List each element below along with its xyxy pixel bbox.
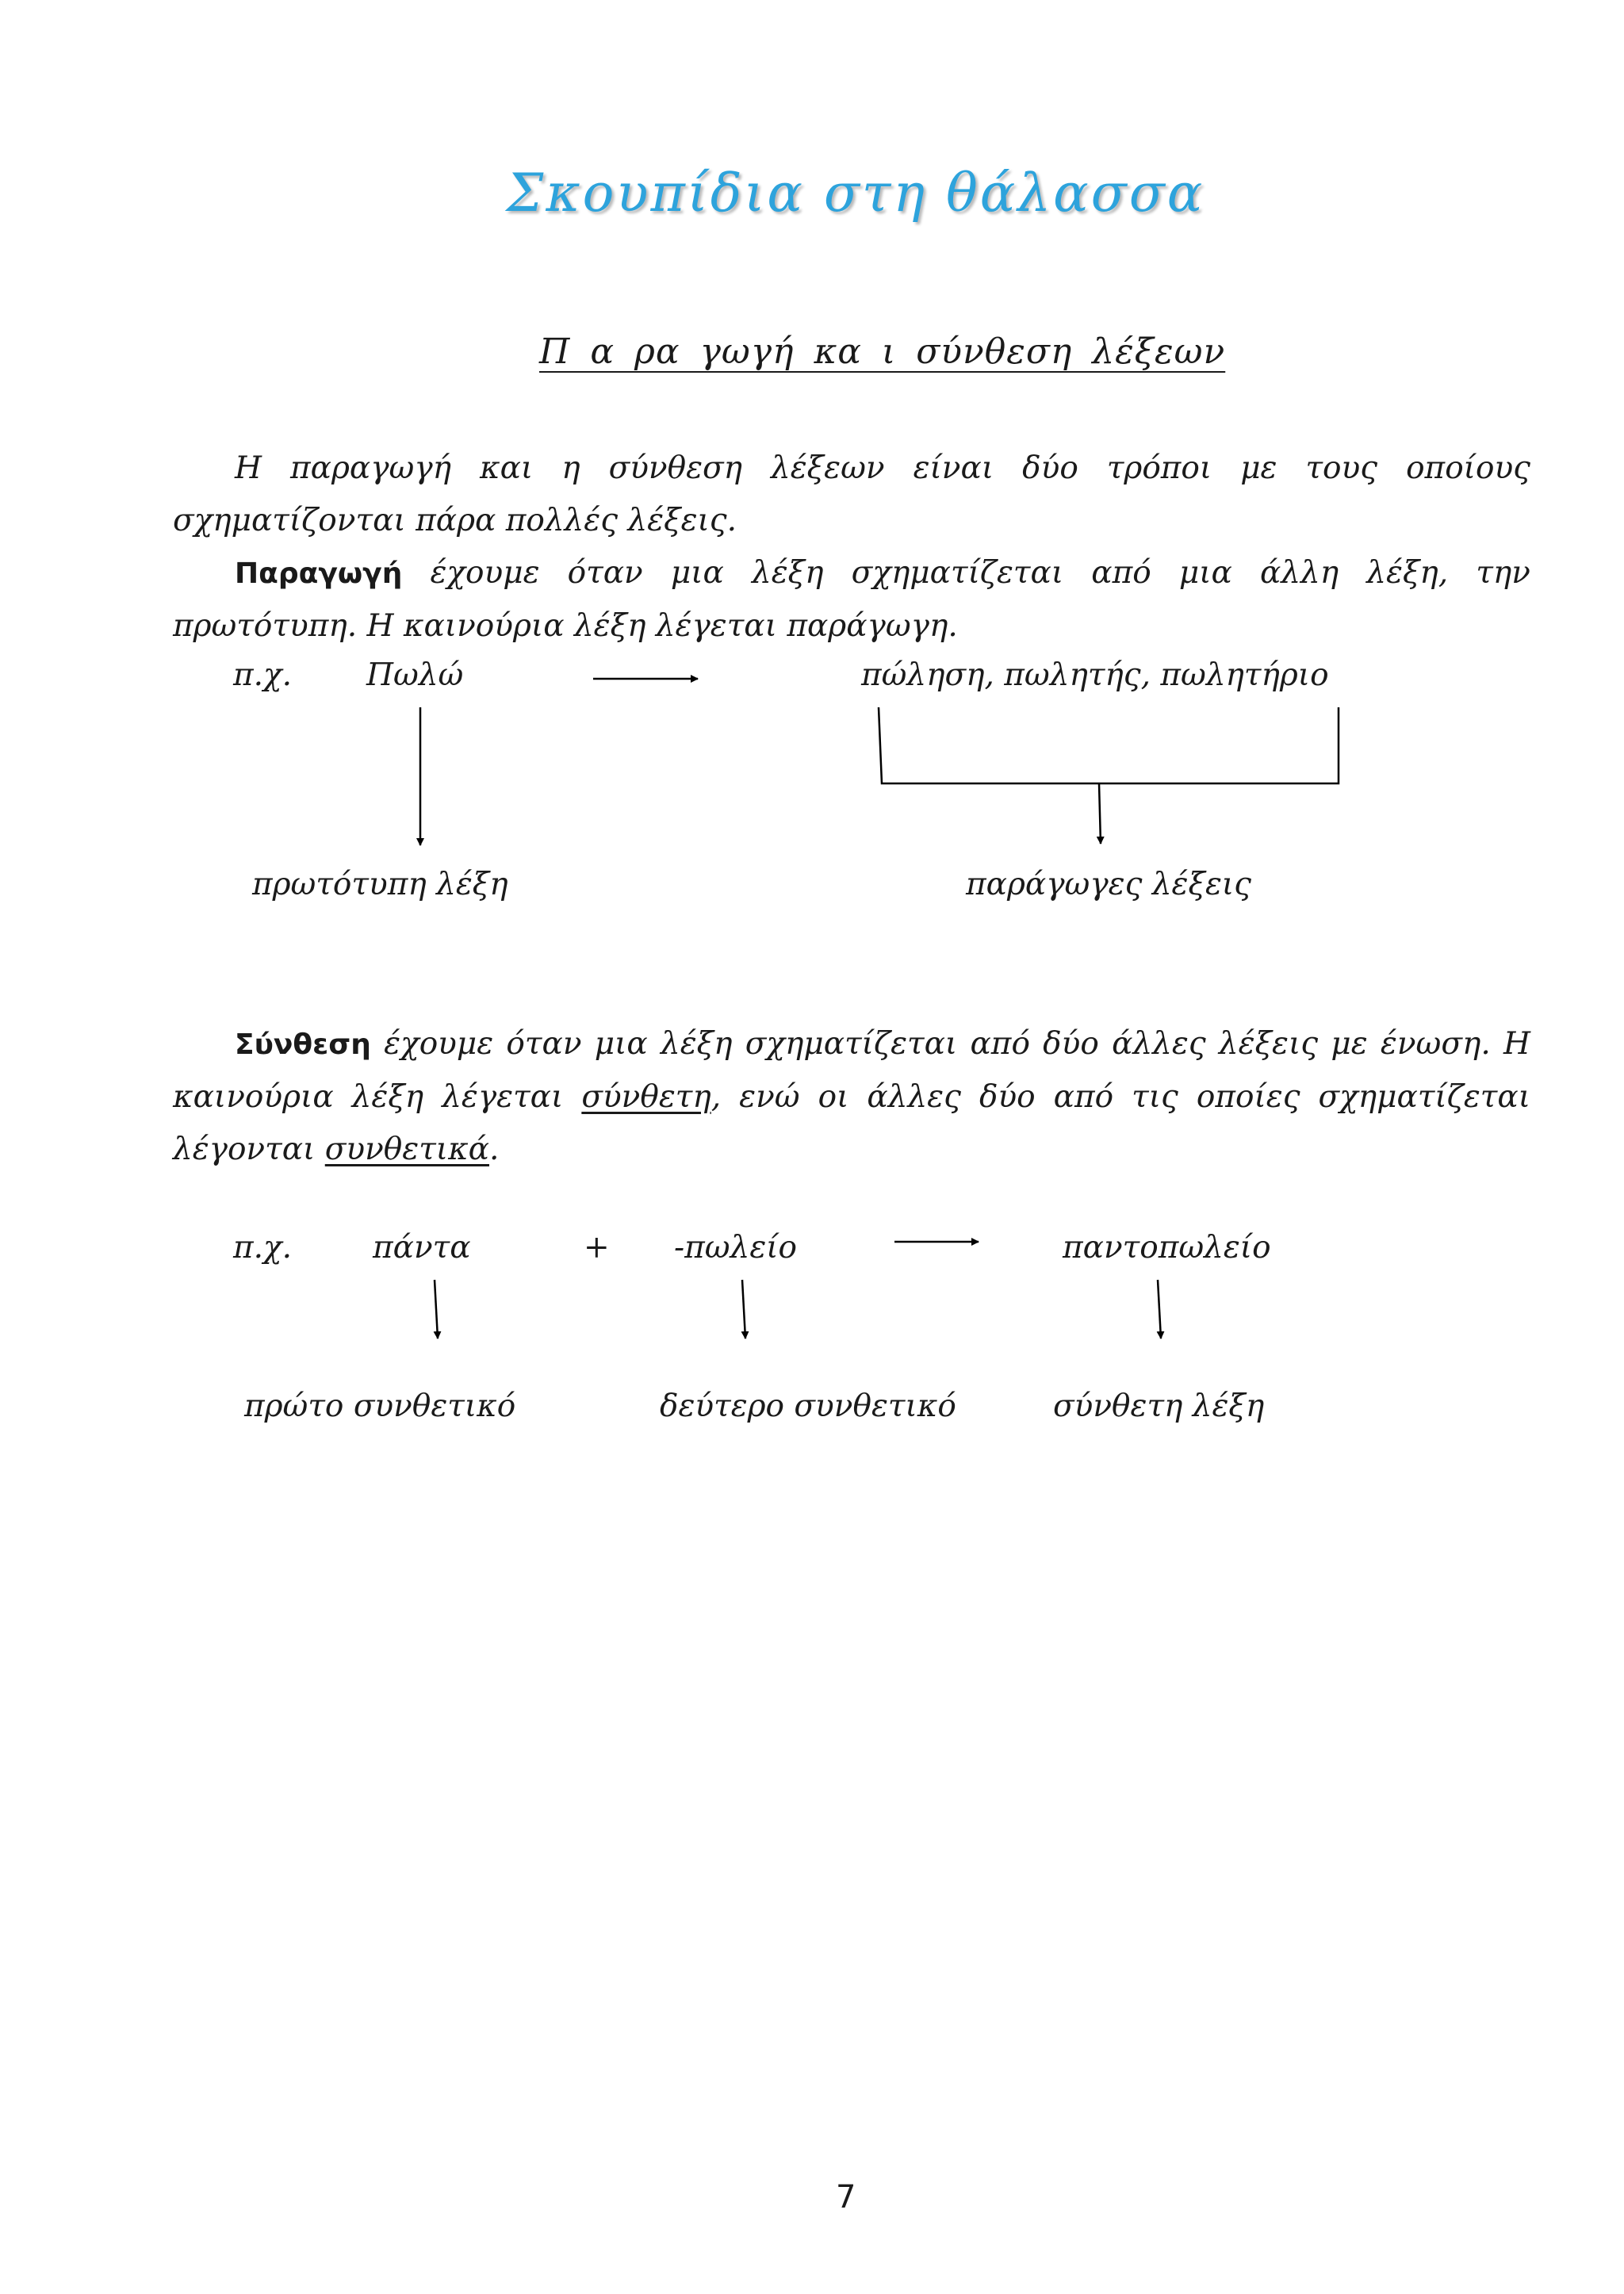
compound-plus-sign: + bbox=[584, 1230, 610, 1266]
derivation-root-word: Πωλώ bbox=[366, 657, 464, 693]
intro-text: Η παραγωγή και η σύνθεση λέξεων είναι δύο τρόποι με τους οποίους σχηματίζονται πάρα πολλές λέξεις. bbox=[173, 450, 1530, 538]
derivation-term: Παραγωγή bbox=[235, 557, 403, 590]
compound-text-before: έχουμε όταν μια λέξη σχηματίζεται από δύο άλλες λέξεις με ένωση. Η καινούρια λέξη λέγεται bbox=[173, 1026, 1530, 1115]
compound-second-label: δεύτερο συνθετικό bbox=[660, 1388, 956, 1424]
compound-first-label: πρώτο συνθετικό bbox=[244, 1388, 516, 1424]
page-title: Σκουπίδια στη θάλασσα bbox=[506, 163, 1205, 224]
arrow-down-derived bbox=[1099, 783, 1101, 844]
arrow-down-first bbox=[435, 1280, 438, 1338]
compound-text-after: . bbox=[488, 1132, 500, 1167]
page-number: 7 bbox=[836, 2179, 856, 2215]
compound-result-word: παντοπωλείο bbox=[1063, 1230, 1271, 1266]
compound-first-word: πάντα bbox=[373, 1230, 471, 1266]
compound-text-middle: , ενώ οι άλλες δύο από τις οποίες σχηματίζεται λέγονται bbox=[173, 1079, 1530, 1167]
derivation-derived-label: παράγωγες λέξεις bbox=[966, 867, 1252, 902]
derived-bracket bbox=[879, 707, 1339, 783]
compound-term: Σύνθεση bbox=[235, 1028, 371, 1061]
derivation-root-label: πρωτότυπη λέξη bbox=[252, 867, 508, 902]
derivation-example-prefix: π.χ. bbox=[233, 657, 293, 693]
section-heading: Π α ρα γωγή κα ι σύνθεση λέξεων bbox=[539, 331, 1226, 372]
arrow-down-result bbox=[1158, 1280, 1161, 1338]
arrow-down-second bbox=[742, 1280, 745, 1338]
compound-word-underlined: σύνθετη bbox=[581, 1079, 711, 1115]
compound-result-label: σύνθετη λέξη bbox=[1053, 1388, 1265, 1424]
compound-example-prefix: π.χ. bbox=[233, 1230, 293, 1266]
derivation-derived-words: πώληση, πωλητής, πωλητήριο bbox=[861, 657, 1329, 693]
compound-second-word: -πωλείο bbox=[674, 1230, 798, 1266]
compound-components-underlined: συνθετικά bbox=[324, 1132, 489, 1167]
derivation-text: έχουμε όταν μια λέξη σχηματίζεται από μια άλλη λέξη, την πρωτότυπη. Η καινούρια λέξη λέγεται παράγωγη. bbox=[173, 555, 1530, 644]
